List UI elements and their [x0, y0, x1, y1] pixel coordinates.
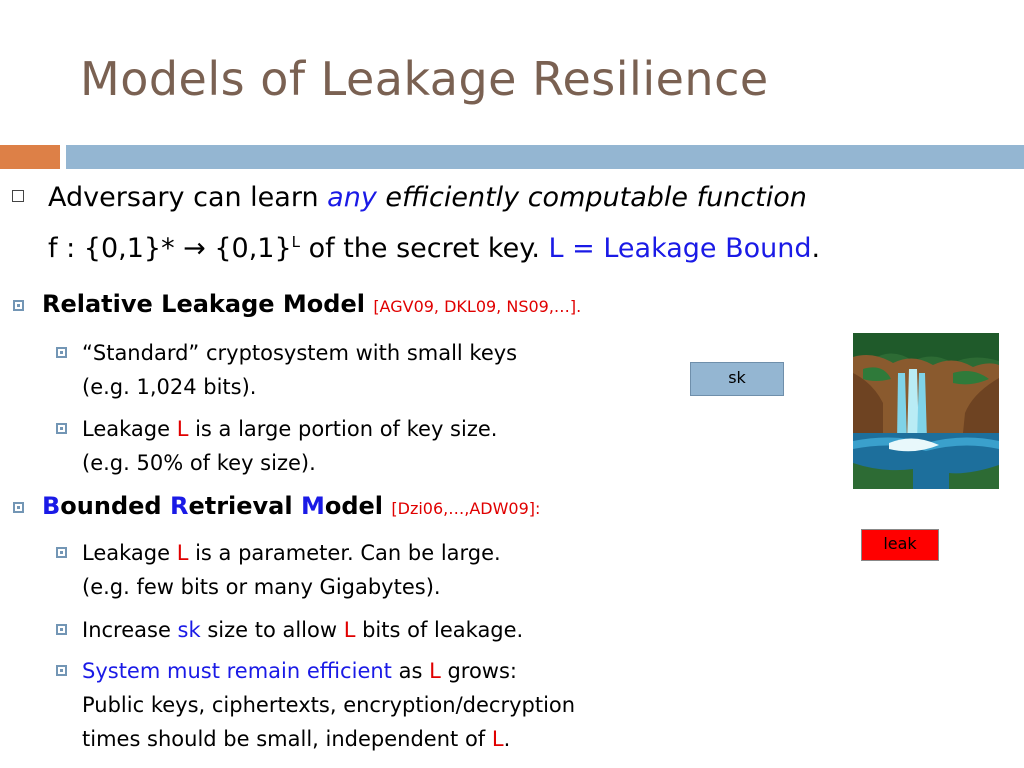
square-bullet-icon	[13, 300, 24, 311]
square-bullet-icon	[56, 347, 67, 358]
square-bullet-icon	[56, 547, 67, 558]
relative-item-1: “Standard” cryptosystem with small keys (e.g. 1,024 bits).	[82, 341, 518, 399]
relative-model-heading: Relative Leakage Model [AGV09, DKL09, NS09,…].	[42, 290, 582, 318]
bounded-item-3: System must remain efficient as L grows: Public keys, ciphertexts, encryption/decryption times should be small, independent of L.	[82, 659, 576, 751]
intro-line-2: f : $\{0,1\}* \to \{0,1\}^L$ of the secret key. L = Leakage Bound.	[48, 233, 821, 264]
bounded-model-heading: Bounded Retrieval Model [Dzi06,…,ADW09]:	[42, 492, 541, 520]
square-bullet-icon	[56, 665, 67, 676]
bounded-item-1: Leakage L is a parameter. Can be large. (e.g. few bits or many Gigabytes).	[82, 541, 501, 599]
slide-title: Models of Leakage Resilience	[80, 52, 769, 106]
square-bullet-icon	[56, 624, 67, 635]
square-bullet-icon	[56, 423, 67, 434]
intro-paragraph	[48, 175, 968, 271]
intro-line-1: Adversary can learn any efficiently computable function	[48, 182, 807, 213]
sk-label-box: sk	[690, 362, 784, 396]
accent-bar-blue	[66, 145, 1024, 169]
relative-item-2: Leakage L is a large portion of key size. (e.g. 50% of key size).	[82, 417, 498, 475]
waterfall-clipart-icon	[853, 333, 999, 489]
square-bullet-icon	[13, 502, 24, 513]
hollow-square-bullet-icon	[12, 190, 24, 202]
arrow-icon: →	[183, 233, 206, 264]
bounded-item-2: Increase sk size to allow L bits of leakage.	[82, 618, 524, 642]
leak-label-box: leak	[861, 529, 939, 561]
accent-bar-orange	[0, 145, 60, 169]
